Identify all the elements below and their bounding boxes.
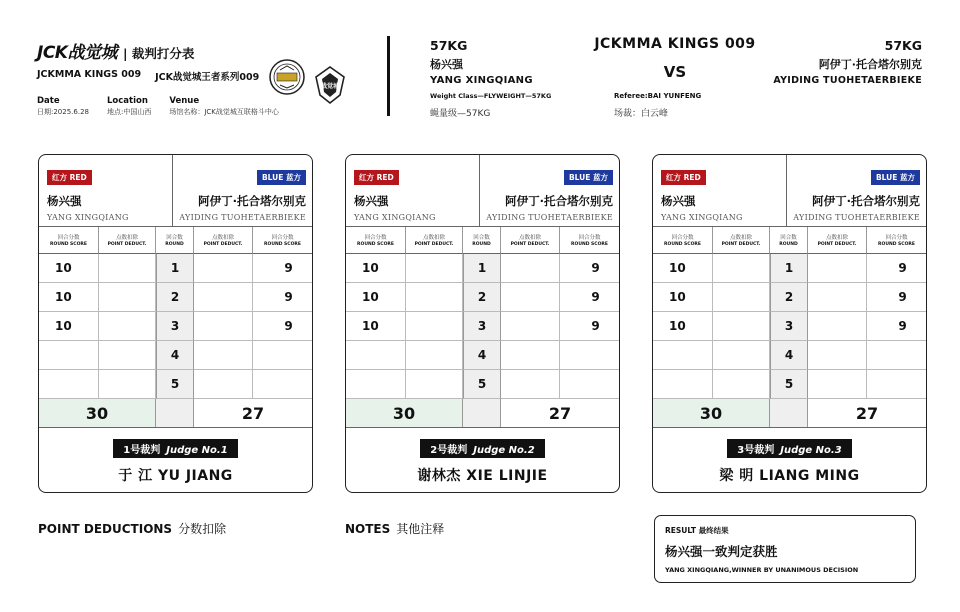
judge-tag [113,439,237,458]
judge-name: 于 江 YU JIANG [118,468,233,484]
round-number: 2 [770,283,808,312]
header-divider [387,36,390,116]
location-label: Location [106,96,148,106]
header-en: POINT DEDUCT. [107,242,147,247]
score-grid [346,227,619,254]
blue-round-score: 9 [253,312,312,341]
blue-round-score: 9 [867,254,926,283]
round-number: 1 [156,254,194,283]
blue-total: 27 [241,403,265,423]
blue-point-deduction [194,254,253,283]
event-code: JCKMMA KINGS 009 [37,69,142,80]
location-value: 地点:中国山西 [106,108,152,116]
blue-round-score [867,370,926,399]
card-red-name-cn: 杨兴强 [354,194,389,208]
round-number: 1 [770,254,808,283]
total-row [39,399,312,428]
blue-round-score: 9 [253,254,312,283]
header-cn: 回合分数 [271,235,294,241]
header-cn: 回合数 [473,235,490,241]
blue-total: 27 [855,403,879,423]
blue-corner-badge: BLUE 蓝方 [257,170,306,185]
red-round-score [653,370,713,399]
deductions-en: POINT DEDUCTIONS [38,522,173,536]
red-round-score [346,370,406,399]
col-header-round [463,227,501,254]
col-header-red-deduct [713,227,770,254]
header-cn: 点数扣除 [211,235,234,241]
date-value: 日期:2025.6.28 [37,108,89,116]
header-cn: 回合分数 [364,235,387,241]
red-round-score: 10 [39,254,99,283]
blue-total: 27 [548,403,572,423]
red-point-deduction [406,254,463,283]
championship-seal-icon [268,58,306,96]
round-number: 3 [463,312,501,341]
red-round-score: 10 [39,283,99,312]
referee-info [614,92,701,119]
round-number: 4 [770,341,808,370]
total-spacer [463,399,501,427]
red-round-score: 10 [346,283,406,312]
header-en: ROUND [472,242,491,247]
judge-info [346,428,619,485]
card-blue-name-cn: 阿伊丁·托合塔尔别克 [505,194,613,208]
referee-en: Referee:BAI YUNFENG [614,92,702,100]
notes-en: NOTES [345,522,391,536]
venue-value: 场馆名称：JCK战觉城互联格斗中心 [169,108,279,116]
weight-class-cn: 蝇量级—57KG [430,109,491,119]
bout-blue-info [773,38,922,86]
col-header-red-deduct [99,227,156,254]
header-en: POINT DEDUCT. [414,242,454,247]
event-subline [37,69,259,83]
score-rows [346,254,619,399]
venue-block [169,96,279,117]
score-grid [39,227,312,254]
logo [37,38,194,63]
col-header-round [156,227,194,254]
col-header-red-score [346,227,406,254]
deductions-cn: 分数扣除 [178,522,227,536]
score-grid [653,227,926,254]
red-round-score: 10 [39,312,99,341]
red-point-deduction [99,312,156,341]
card-red-corner [346,155,480,226]
seal-logos [268,58,348,96]
blue-point-deduction [501,341,560,370]
blue-round-score: 9 [253,283,312,312]
red-point-deduction [99,254,156,283]
blue-round-score: 9 [560,283,619,312]
red-point-deduction [713,254,770,283]
event-meta [37,96,279,117]
card-blue-corner [787,155,926,226]
header-cn: 点数扣除 [518,235,541,241]
col-header-blue-deduct [194,227,253,254]
blue-point-deduction [194,283,253,312]
blue-round-score: 9 [560,312,619,341]
header-en: ROUND SCORE [571,242,608,247]
referee-cn: 场裁：白云峰 [614,109,669,119]
judge-name: 梁 明 LIANG MING [719,468,860,484]
blue-point-deduction [808,312,867,341]
judge-scorecard-2 [345,154,620,493]
judge-tag [727,439,851,458]
blue-round-score [253,370,312,399]
blue-point-deduction [194,341,253,370]
red-weight: 57KG [430,38,468,53]
col-header-red-score [39,227,99,254]
header-cn: 回合数 [780,235,797,241]
blue-point-deduction [194,312,253,341]
red-point-deduction [99,341,156,370]
total-row [653,399,926,428]
vs-label: VS [663,63,687,81]
header-en: ROUND SCORE [50,242,87,247]
red-point-deduction [99,370,156,399]
red-round-score [653,341,713,370]
blue-corner-badge: BLUE 蓝方 [564,170,613,185]
blue-point-deduction [501,254,560,283]
location-block [107,96,151,117]
header-en: ROUND SCORE [664,242,701,247]
red-round-score: 10 [346,312,406,341]
card-blue-name-en: AYIDING TUOHETAERBIEKE [179,213,306,222]
col-header-round [770,227,808,254]
header-cn: 回合分数 [671,235,694,241]
red-point-deduction [99,283,156,312]
header-cn: 回合分数 [578,235,601,241]
event-name: JCKMMA KINGS 009 [594,36,756,52]
red-total: 30 [39,399,156,427]
card-red-corner [39,155,173,226]
col-header-blue-score [867,227,926,254]
blue-weight: 57KG [884,38,922,53]
score-rows [39,254,312,399]
header-en: ROUND [779,242,798,247]
red-point-deduction [406,283,463,312]
red-fighter-cn: 杨兴强 [430,58,463,71]
judge-tag-en: Judge No.1 [166,445,228,456]
scoresheet-header [0,0,960,130]
weight-class: Weight Class—FLYWEIGHT—57KG [430,92,552,100]
total-row [346,399,619,428]
blue-point-deduction [501,370,560,399]
red-corner-badge: 红方 RED [354,170,399,185]
red-point-deduction [406,312,463,341]
blue-point-deduction [808,254,867,283]
result-en: YANG XINGQIANG,WINNER BY UNANIMOUS DECISION [665,566,859,574]
blue-round-score [253,341,312,370]
judge-tag-cn: 1号裁判 [123,445,161,456]
blue-point-deduction [808,341,867,370]
card-blue-name-en: AYIDING TUOHETAERBIEKE [486,213,613,222]
header-en: ROUND SCORE [264,242,301,247]
result-box [654,515,916,583]
judge-tag-cn: 2号裁判 [430,445,468,456]
card-red-name-cn: 杨兴强 [661,194,696,208]
red-total: 30 [653,399,770,427]
blue-point-deduction [194,370,253,399]
bout-red-info [430,38,551,119]
logo-text: JCK战觉城 [37,43,117,63]
judge-name: 谢林杰 XIE LINJIE [417,468,548,484]
header-cn: 点数扣除 [115,235,138,241]
notes-label [345,520,444,537]
red-round-score: 10 [653,312,713,341]
judge-info [39,428,312,485]
header-cn: 点数扣除 [729,235,752,241]
round-number: 5 [156,370,194,399]
blue-round-score [560,341,619,370]
header-en: POINT DEDUCT. [817,242,857,247]
result-label: RESULT 最终结果 [665,526,729,535]
red-round-score [39,341,99,370]
red-point-deduction [713,341,770,370]
card-red-name-en: YANG XINGQIANG [661,213,743,222]
judge-tag-en: Judge No.3 [780,445,842,456]
card-blue-corner [173,155,312,226]
header-en: POINT DEDUCT. [721,242,761,247]
card-blue-name-en: AYIDING TUOHETAERBIEKE [793,213,920,222]
point-deductions-label [38,520,226,537]
header-cn: 点数扣除 [422,235,445,241]
red-round-score [346,341,406,370]
date-block [37,96,89,117]
red-corner-badge: 红方 RED [661,170,706,185]
event-series: JCK战觉城王者系列009 [155,72,260,83]
blue-fighter-cn: 阿伊丁·托合塔尔别克 [818,58,922,71]
red-point-deduction [713,370,770,399]
judge-scorecard-1 [38,154,313,493]
red-point-deduction [406,370,463,399]
round-number: 2 [156,283,194,312]
round-number: 1 [463,254,501,283]
header-cn: 回合分数 [885,235,908,241]
red-corner-badge: 红方 RED [47,170,92,185]
header-cn: 回合数 [166,235,183,241]
document-title: | 裁判打分表 [122,46,195,61]
blue-point-deduction [501,312,560,341]
header-cn: 点数扣除 [825,235,848,241]
red-round-score: 10 [346,254,406,283]
judge-tag [420,439,544,458]
col-header-blue-score [560,227,619,254]
event-center [590,36,760,81]
judge-info [653,428,926,485]
col-header-red-score [653,227,713,254]
red-round-score [39,370,99,399]
blue-round-score [867,341,926,370]
blue-round-score: 9 [867,283,926,312]
blue-round-score: 9 [867,312,926,341]
judge-tag-cn: 3号裁判 [737,445,775,456]
header-en: ROUND SCORE [357,242,394,247]
round-number: 4 [463,341,501,370]
red-total: 30 [346,399,463,427]
col-header-blue-deduct [501,227,560,254]
card-fighters [653,155,926,227]
card-red-corner [653,155,787,226]
round-number: 3 [156,312,194,341]
round-number: 4 [156,341,194,370]
round-number: 3 [770,312,808,341]
score-rows [653,254,926,399]
card-red-name-en: YANG XINGQIANG [47,213,129,222]
result-cn: 杨兴强一致判定获胜 [665,544,778,559]
card-blue-name-cn: 阿伊丁·托合塔尔别克 [812,194,920,208]
judge-tag-en: Judge No.2 [473,445,535,456]
header-en: ROUND [165,242,184,247]
card-red-name-cn: 杨兴强 [47,194,82,208]
date-label: Date [37,96,60,106]
col-header-red-deduct [406,227,463,254]
red-round-score: 10 [653,283,713,312]
card-fighters [39,155,312,227]
header-en: POINT DEDUCT. [510,242,550,247]
header-en: ROUND SCORE [878,242,915,247]
red-point-deduction [406,341,463,370]
col-header-blue-score [253,227,312,254]
card-fighters [346,155,619,227]
round-number: 5 [770,370,808,399]
blue-point-deduction [501,283,560,312]
col-header-blue-deduct [808,227,867,254]
blue-corner-badge: BLUE 蓝方 [871,170,920,185]
judge-scorecard-3 [652,154,927,493]
blue-round-score [560,370,619,399]
total-spacer [770,399,808,427]
venue-label: Venue [169,96,200,106]
blue-point-deduction [808,283,867,312]
card-red-name-en: YANG XINGQIANG [354,213,436,222]
red-fighter-en: YANG XINGQIANG [430,75,533,86]
red-point-deduction [713,312,770,341]
red-point-deduction [713,283,770,312]
header-en: POINT DEDUCT. [203,242,243,247]
seal-text: 战觉城 [320,82,339,90]
blue-point-deduction [808,370,867,399]
header-cn: 回合分数 [57,235,80,241]
brand-emblem [312,65,348,90]
total-spacer [156,399,194,427]
notes-cn: 其他注释 [396,522,445,536]
round-number: 2 [463,283,501,312]
round-number: 5 [463,370,501,399]
blue-fighter-en: AYIDING TUOHETAERBIEKE [773,75,922,86]
card-blue-corner [480,155,619,226]
card-blue-name-cn: 阿伊丁·托合塔尔别克 [198,194,306,208]
blue-round-score: 9 [560,254,619,283]
red-round-score: 10 [653,254,713,283]
